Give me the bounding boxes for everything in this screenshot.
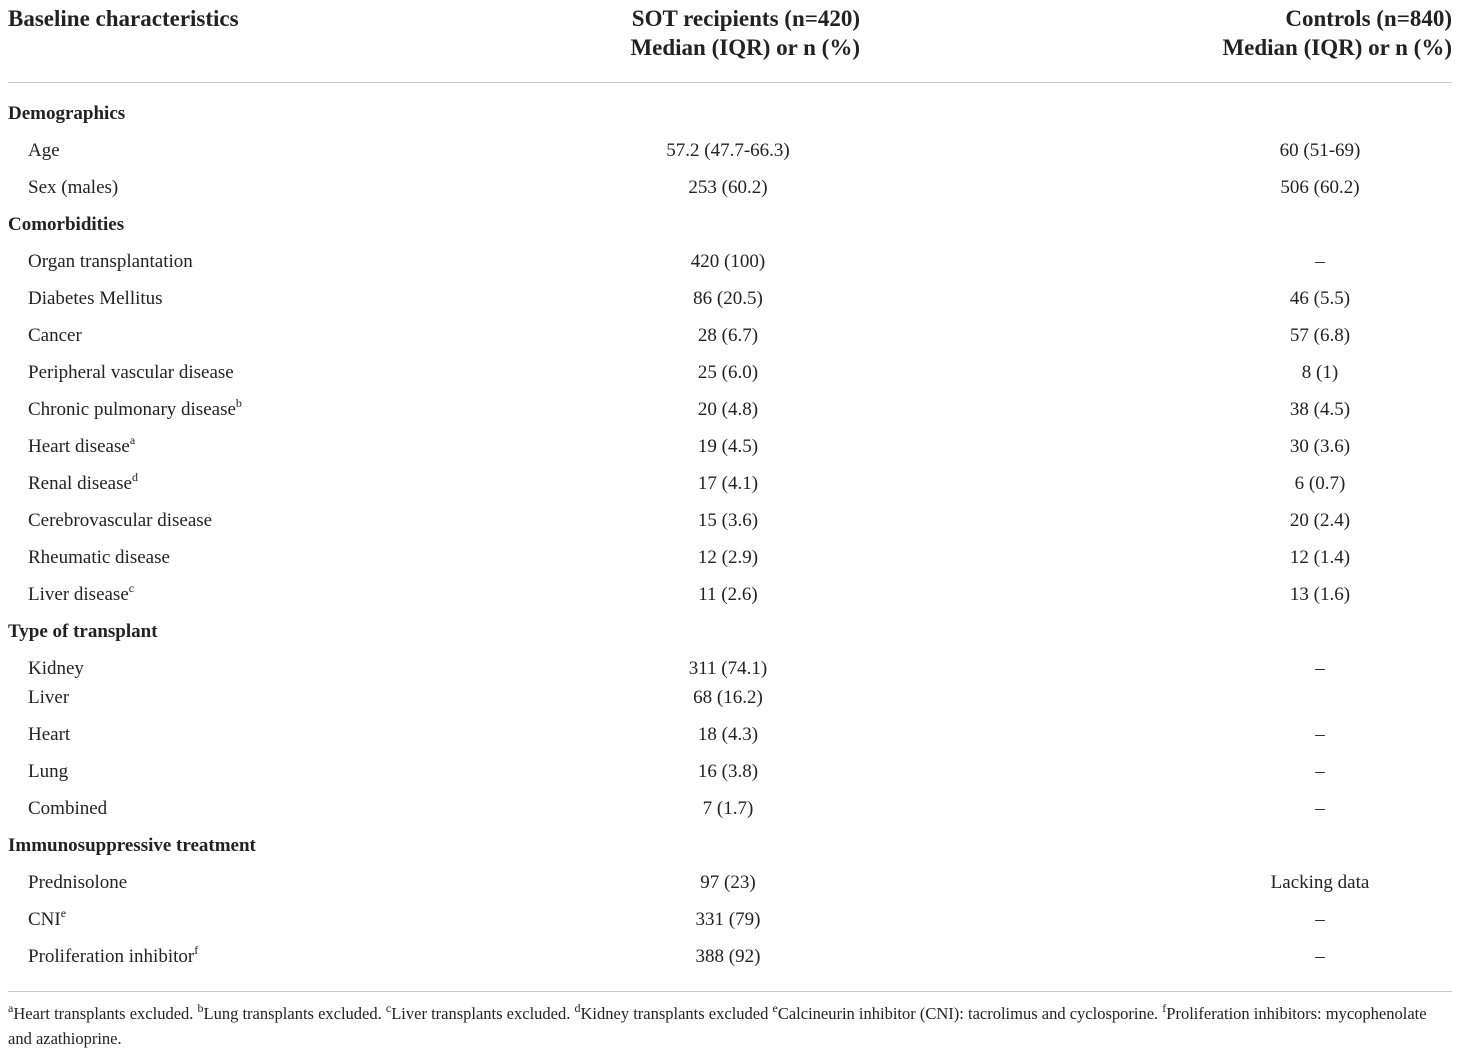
row-label <box>28 759 68 785</box>
table-row <box>0 175 1460 212</box>
cell-sot-recipients: 11 (2.6) <box>698 584 758 605</box>
footnote-text: Calcineurin inhibitor (CNI): tacrolimus and cyclosporine. <box>777 1004 1163 1023</box>
cell-sot-recipients: 12 (2.9) <box>697 547 759 568</box>
footnote-marker: d <box>131 469 138 484</box>
cell-controls: Lacking data <box>1270 872 1370 893</box>
row-label-text: Diabetes Mellitus <box>28 288 163 309</box>
row-label <box>28 796 107 822</box>
table-row <box>0 545 1460 582</box>
footnote-text: Lung transplants excluded. <box>203 1004 386 1023</box>
cell-sot-recipients: 420 (100) <box>690 251 766 272</box>
section-header-row <box>0 833 1460 870</box>
row-label-text: Immunosuppressive treatment <box>8 835 256 856</box>
table-row <box>0 685 1460 722</box>
row-label-text: Liver disease <box>28 584 129 605</box>
row-label <box>28 722 70 748</box>
row-label-text: Proliferation inhibitor <box>28 946 195 967</box>
row-label <box>28 508 212 534</box>
header-line: SOT recipients (n=420) <box>631 6 860 31</box>
table-row <box>0 138 1460 175</box>
cell-sot-recipients: 331 (79) <box>695 909 761 930</box>
row-label <box>28 944 198 970</box>
row-label <box>28 138 60 164</box>
footnote-marker: b <box>197 1000 204 1015</box>
cell-sot-recipients: 25 (6.0) <box>697 362 759 383</box>
row-label <box>28 286 163 312</box>
section-header-row <box>0 212 1460 249</box>
footnote-text: Heart transplants excluded. <box>13 1004 198 1023</box>
row-label-text: Type of transplant <box>8 621 158 642</box>
row-label <box>28 360 234 386</box>
row-label-text: Heart <box>28 724 71 745</box>
footnote-marker: f <box>194 942 199 957</box>
row-label <box>28 323 82 349</box>
row-label <box>28 434 135 460</box>
table-row <box>0 286 1460 323</box>
cell-controls: – <box>1315 724 1325 745</box>
footer-divider <box>8 991 1452 992</box>
footnote-text: Proliferation inhibitors: mycophenolate and azathioprine. <box>8 1004 1427 1048</box>
row-label-text: Peripheral vascular disease <box>28 362 234 383</box>
footnote-marker: c <box>128 580 135 595</box>
column-header-sot <box>440 4 860 62</box>
section-label <box>8 101 125 127</box>
row-label <box>28 397 242 423</box>
table-footnotes <box>8 1001 1454 1051</box>
cell-controls: – <box>1315 761 1325 782</box>
cell-sot-recipients: 311 (74.1) <box>688 658 768 679</box>
row-label-text: Renal disease <box>28 473 132 494</box>
header-text: Baseline characteristics <box>8 6 239 31</box>
row-label-text: Lung <box>28 761 69 782</box>
row-label <box>28 907 66 933</box>
row-label-text: Liver <box>28 687 70 708</box>
footnote-marker: e <box>60 905 67 920</box>
row-label-text: Demographics <box>8 103 126 124</box>
table-row <box>0 434 1460 471</box>
section-header-row <box>0 619 1460 656</box>
footnote-marker: d <box>574 1000 581 1015</box>
table-row <box>0 907 1460 944</box>
row-label-text: Heart disease <box>28 436 130 457</box>
row-label-text: Age <box>28 140 60 161</box>
column-header-characteristics <box>8 4 239 33</box>
cell-sot-recipients: 18 (4.3) <box>697 724 759 745</box>
cell-controls: 57 (6.8) <box>1289 325 1351 346</box>
row-label <box>28 656 84 682</box>
row-label-text: Sex (males) <box>28 177 119 198</box>
cell-sot-recipients: 86 (20.5) <box>693 288 763 309</box>
row-label-text: Cerebrovascular disease <box>28 510 213 531</box>
header-line: Median (IQR) or n (%) <box>1222 35 1452 60</box>
row-label <box>28 582 134 608</box>
footnote-text: Kidney transplants excluded <box>580 1004 773 1023</box>
cell-controls: 6 (0.7) <box>1294 473 1346 494</box>
cell-controls: 30 (3.6) <box>1289 436 1351 457</box>
cell-controls: 46 (5.5) <box>1289 288 1351 309</box>
cell-sot-recipients: 20 (4.8) <box>697 399 759 420</box>
table-row <box>0 944 1460 981</box>
cell-controls: – <box>1315 798 1325 819</box>
cell-controls: 38 (4.5) <box>1289 399 1351 420</box>
section-header-row <box>0 101 1460 138</box>
header-line: Controls (n=840) <box>1285 6 1452 31</box>
cell-controls: 8 (1) <box>1301 362 1339 383</box>
row-label-text: Chronic pulmonary disease <box>28 399 236 420</box>
row-label-text: Comorbidities <box>8 214 125 235</box>
cell-sot-recipients: 16 (3.8) <box>697 761 759 782</box>
table-row <box>0 582 1460 619</box>
row-label <box>28 175 118 201</box>
row-label <box>28 870 127 896</box>
cell-sot-recipients: 253 (60.2) <box>688 177 768 198</box>
cell-sot-recipients: 97 (23) <box>700 872 756 893</box>
footnote-marker: c <box>385 1000 392 1015</box>
column-header-controls <box>1030 4 1452 62</box>
cell-sot-recipients: 28 (6.7) <box>697 325 759 346</box>
row-label-text: Cancer <box>28 325 82 346</box>
cell-controls: 506 (60.2) <box>1280 177 1360 198</box>
cell-controls: 20 (2.4) <box>1289 510 1351 531</box>
row-label-text: CNI <box>28 909 61 930</box>
table-row <box>0 471 1460 508</box>
cell-controls: – <box>1315 251 1325 272</box>
table-row <box>0 508 1460 545</box>
footnote-marker: f <box>1162 1000 1167 1015</box>
cell-sot-recipients: 7 (1.7) <box>702 798 754 819</box>
cell-controls: 60 (51-69) <box>1279 140 1361 161</box>
row-label-text: Prednisolone <box>28 872 128 893</box>
cell-controls: 12 (1.4) <box>1289 547 1351 568</box>
table-row <box>0 870 1460 907</box>
footnote-marker: b <box>235 395 242 410</box>
row-label-text: Rheumatic disease <box>28 547 170 568</box>
footnote-marker: e <box>772 1000 778 1015</box>
row-label <box>28 545 170 571</box>
table-row <box>0 360 1460 397</box>
row-label <box>28 471 138 497</box>
cell-controls: – <box>1315 946 1325 967</box>
table-row <box>0 397 1460 434</box>
cell-sot-recipients: 57.2 (47.7-66.3) <box>666 140 790 161</box>
footnote-marker: a <box>129 432 136 447</box>
cell-sot-recipients: 68 (16.2) <box>693 687 763 708</box>
cell-sot-recipients: 19 (4.5) <box>697 436 759 457</box>
footnote-marker: a <box>8 1000 14 1015</box>
cell-sot-recipients: 15 (3.6) <box>697 510 759 531</box>
footnote-text: Liver transplants excluded. <box>391 1004 575 1023</box>
table-row <box>0 722 1460 759</box>
table-row <box>0 759 1460 796</box>
cell-controls: – <box>1315 658 1325 679</box>
cell-sot-recipients: 17 (4.1) <box>697 473 759 494</box>
table-row <box>0 323 1460 360</box>
row-label-text: Kidney <box>28 658 84 679</box>
section-label <box>8 833 256 859</box>
row-label <box>28 249 193 275</box>
cell-controls: 13 (1.6) <box>1289 584 1351 605</box>
row-label-text: Combined <box>28 798 108 819</box>
header-divider <box>8 82 1452 83</box>
cell-controls: – <box>1315 909 1325 930</box>
table-row <box>0 249 1460 286</box>
section-label <box>8 619 158 645</box>
header-line: Median (IQR) or n (%) <box>630 35 860 60</box>
cell-sot-recipients: 388 (92) <box>695 946 761 967</box>
section-label <box>8 212 124 238</box>
table-row <box>0 796 1460 833</box>
row-label-text: Organ transplantation <box>28 251 193 272</box>
row-label <box>28 685 69 711</box>
